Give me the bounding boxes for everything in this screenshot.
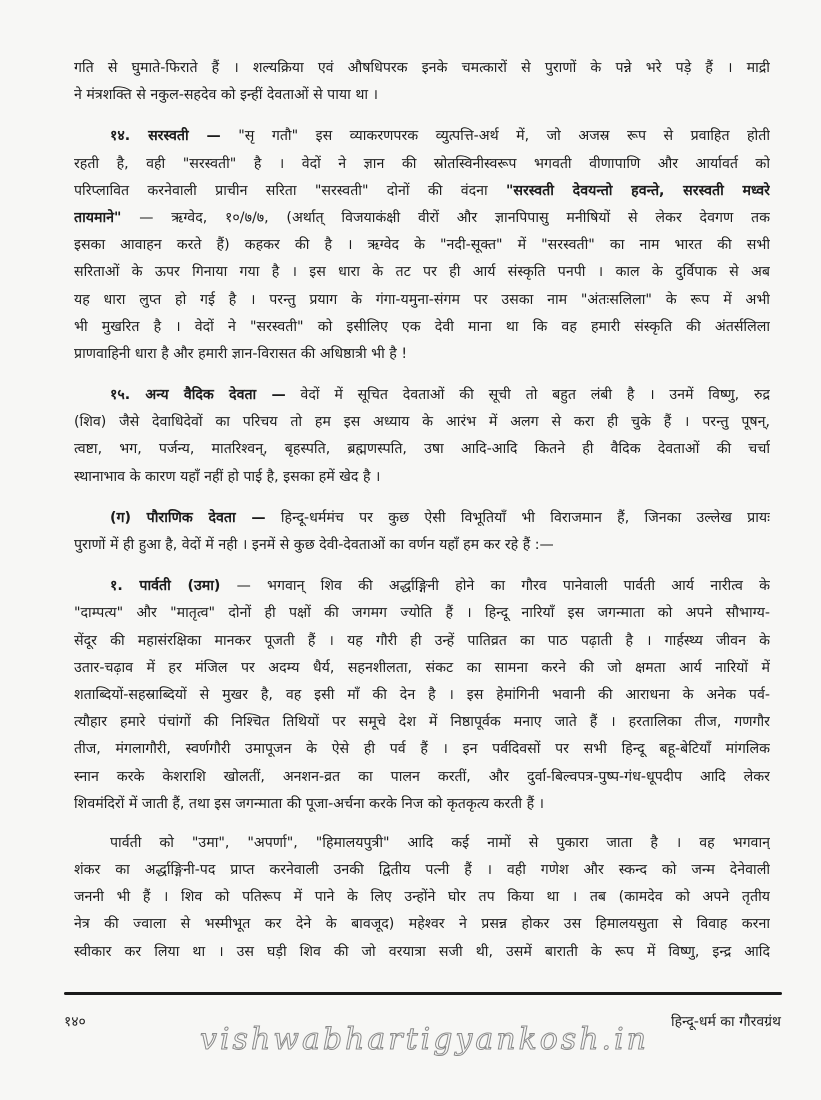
text-line: ने मंत्रशक्ति से नकुल-सहदेव को इन्हीं देवताओं से पाया था । (74, 87, 378, 104)
text-run: "सृ गतौ" इस व्याकरणपरक व्युत्पत्ति-अर्थ में, जो अजस्र रूप से प्रवाहित होती (220, 128, 770, 145)
section-heading: (ग) पौराणिक देवता — (110, 509, 266, 526)
text-line: स्नान करके केशराशि खोलतीं, अनशन-व्रत का पालन करतीं, और दुर्वा-बिल्वपत्र-पुष्प-गंध-धूपदीप आदि लेकर (74, 768, 770, 785)
parvati-paragraph-2 (74, 830, 770, 966)
text-line: तीज, मंगलागौरी, स्वर्णगौरी उमापूजन के ऐसे ही पर्व हैं । इन पर्वदिवसों पर सभी हिन्दू बहू-बेटियाँ मांगलिक (74, 741, 770, 758)
section-heading: १. पार्वती (उमा) (110, 578, 221, 595)
text-line: (शिव) जैसे देवाधिदेवों का परिचय तो हम इस अध्याय के आरंभ में अलग से करा ही चुके हैं । परन्तु पूषन्, (74, 414, 770, 431)
section-other-vedic-deities (74, 382, 770, 491)
page-number: १४० (64, 1014, 86, 1030)
text-line: यह धारा लुप्त हो गई है । परन्तु प्रयाग के गंगा-यमुना-संगम पर उसका नाम "अंतःसलिला" के रूप में अभी (74, 291, 770, 308)
text-run: वेदों में सूचित देवताओं की सूची तो बहुत लंबी है । उनमें विष्णु, रुद्र (285, 387, 770, 404)
quote-bold: "सरस्वती देवयन्तो हवन्ते, सरस्वती मध्वरे (505, 182, 770, 199)
text-line: पार्वती को "उमा", "अपर्णा", "हिमालयपुत्री" आदि कई नामों से पुकारा जाता है । वह भगवान् (110, 834, 770, 851)
book-title: हिन्दू-धर्म का गौरवग्रंथ (671, 1014, 781, 1030)
text-line: जननी भी हैं । शिव को पतिरूप में पाने के लिए उन्होंने घोर तप किया था । तब (कामदेव को अपने तृतीय (74, 889, 770, 906)
section-parvati (74, 573, 770, 818)
text-line: भी मुखरित है । वेदों ने "सरस्वती" को इसीलिए एक देवी माना था कि वह हमारी संस्कृति की अंतर्सलिला (74, 318, 770, 335)
text-line: रहती है, वही "सरस्वती" है । वेदों ने ज्ञान की स्रोतस्विनीस्वरूप भगवती वीणापाणि और आर्यावर्त को (74, 155, 770, 172)
text-line: उतार-चढ़ाव में हर मंजिल पर अदम्य धैर्य, सहनशीलता, संकट का सामना करने की जो क्षमता आर्य नारियों में (74, 659, 770, 676)
section-heading: १४. सरस्वती — (110, 128, 221, 145)
text-line: गति से घुमाते-फिराते हैं । शल्यक्रिया एवं औषधिपरक इनके चमत्कारों से पुराणों के पन्ने भरे पड़े हैं । माद्री (74, 60, 770, 76)
text-line: नेत्र की ज्वाला से भस्मीभूत कर देने के बावजूद) महेश्वर ने प्रसन्न होकर उस हिमालयसुता से विवाह करना (74, 916, 770, 933)
text-line: त्वष्टा, भग, पर्जन्य, मातरिश्वन्, बृहस्पति, ब्रह्मणस्पति, उषा आदि-आदि कितने ही वैदिक देवताओं की चर्चा (74, 441, 770, 458)
page-body (74, 55, 770, 966)
text-line: प्राणवाहिनी धारा है और हमारी ज्ञान-विरासत की अधिष्ठात्री भी है ! (74, 345, 408, 362)
text-line: शिवमंदिरों में जाती हैं, तथा इस जगन्माता की पूजा-अर्चना करके निज को कृतकृत्य करती हैं । (74, 795, 545, 812)
text-line: शताब्दियों-सहस्राब्दियों से मुखर है, वह इसी माँ की देन है । इस हेमांगिनी भवानी की आराधना के अनेक पर्व- (74, 686, 770, 703)
quote-bold: तायमाने" (74, 209, 122, 226)
text-line: इसका आवाहन करते हैं) कहकर की है । ऋग्वेद के "नदी-सूक्त" में "सरस्वती" का नाम भारत की सभी (74, 237, 770, 254)
footer-rule (64, 992, 782, 995)
text-line: पुराणों में ही हुआ है, वेदों में नही । इनमें से कुछ देवी-देवताओं का वर्णन यहाँ हम कर रहे हैं :— (74, 537, 554, 553)
text-line: "दाम्पत्य" और "मातृत्व" दोनों ही पक्षों की जगमग ज्योति हैं । हिन्दू नारियाँ इस जगन्माता को अपने सौभाग्य- (74, 605, 770, 622)
text-run: — भगवान् शिव की अर्द्धाङ्गिनी होने का गौरव पानेवाली पार्वती आर्य नारीत्व के (220, 578, 770, 595)
text-line: सेंदूर की महासंरक्षिका मानकर पूजती हैं । यह गौरी ही उन्हें पातिव्रत का पाठ पढ़ाती है । गार्हस्थ्य जीवन के (74, 632, 770, 649)
intro-paragraph (74, 55, 770, 109)
text-run: परिप्लावित करनेवाली प्राचीन सरिता "सरस्वती" दोनों की वंदना (74, 182, 506, 199)
text-run: — ऋग्वेद, १०/७/७, (अर्थात् विजयाकंक्षी वीरों और ज्ञानपिपासु मनीषियों से लेकर देवगण तक (121, 209, 770, 226)
text-line: त्यौहार हमारे पंचांगों की निश्चित तिथियों पर समूचे देश में निष्ठापूर्वक मनाए जाते हैं । हरतालिका तीज, गणगौर (74, 714, 770, 731)
text-line: स्वीकार कर लिया था । उस घड़ी शिव की जो वरयात्रा सजी थी, उसमें बाराती के रूप में विष्णु, इन्द्र आदि (74, 943, 770, 960)
section-saraswati (74, 123, 770, 368)
section-puranic-deities (74, 505, 770, 559)
watermark: vishwabhartigyankosh.in (200, 1022, 649, 1057)
text-line: सरिताओं के ऊपर गिनाया गया है । इस धारा के तट पर ही आर्य संस्कृति पनपी । काल के दुर्विपाक से अब (74, 264, 770, 281)
text-run: हिन्दू-धर्ममंच पर कुछ ऐसी विभूतियाँ भी विराजमान हैं, जिनका उल्लेख प्रायः (265, 509, 770, 526)
text-line: स्थानाभाव के कारण यहाँ नहीं हो पाई है, इसका हमें खेद है । (74, 468, 381, 485)
text-line: शंकर का अर्द्धाङ्गिनी-पद प्राप्त करनेवाली उनकी द्वितीय पत्नी हैं । वही गणेश और स्कन्द को जन्म देनेवाली (74, 862, 770, 879)
section-heading: १५. अन्य वैदिक देवता — (110, 387, 286, 404)
